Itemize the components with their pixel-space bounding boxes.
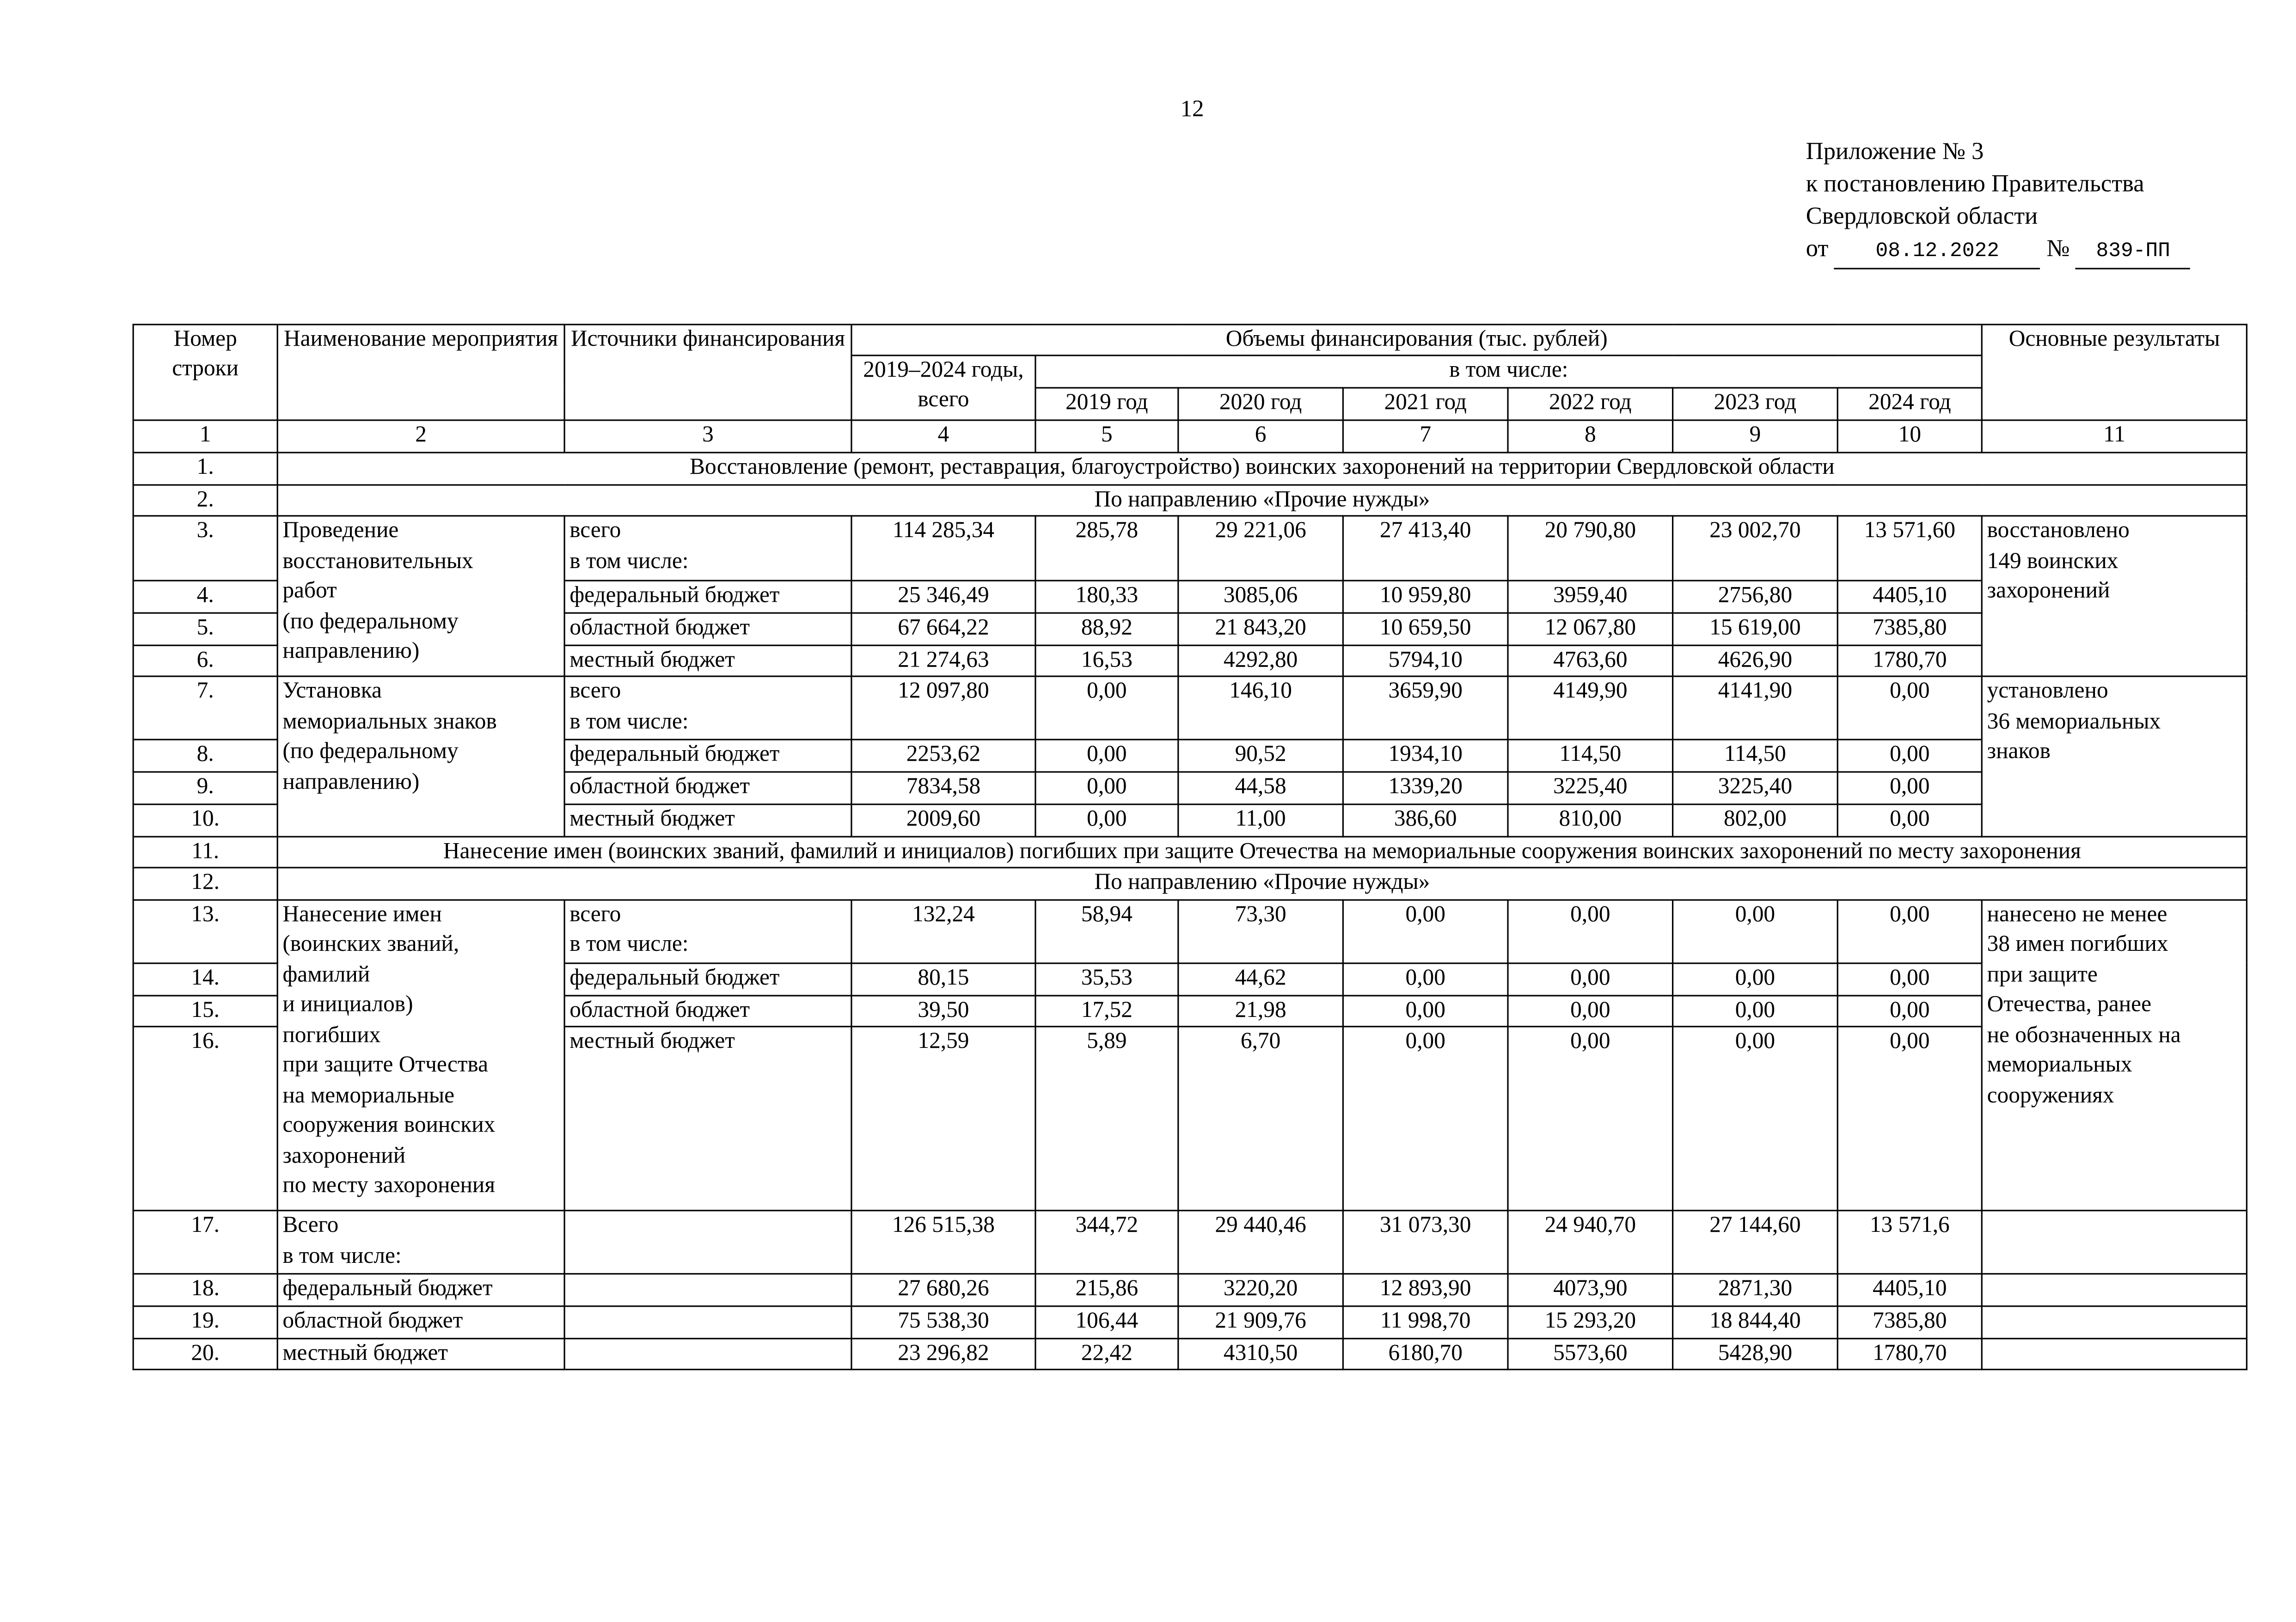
value-year: 4073,90: [1508, 1274, 1673, 1306]
value-year: 1780,70: [1837, 1338, 1982, 1370]
funding-source: [564, 1211, 851, 1274]
value-year: 7385,80: [1837, 613, 1982, 645]
value-year: 21 909,76: [1178, 1306, 1343, 1338]
value-year: 0,00: [1035, 804, 1178, 836]
table-row: [133, 453, 2247, 484]
main-result: нанесено не менее 38 имен погибших при защите Отечества, ранее не обозначенных на мемориальных сооружениях: [1982, 900, 2247, 1211]
value-total: 126 515,38: [851, 1211, 1035, 1274]
value-year: 0,00: [1343, 963, 1508, 995]
funding-source: федеральный бюджет: [564, 740, 851, 772]
value-year: 1934,10: [1343, 740, 1508, 772]
funding-source: областной бюджет: [564, 995, 851, 1027]
value-total: 12,59: [851, 1027, 1035, 1211]
column-numbers-row: [133, 420, 2247, 453]
column-number: 1: [133, 420, 277, 453]
value-year: 7385,80: [1837, 1306, 1982, 1338]
row-number: 14.: [133, 963, 277, 995]
header-total-period: 2019–2024 годы, всего: [851, 355, 1035, 420]
table-row: [133, 1274, 2247, 1306]
row-number: 12.: [133, 868, 277, 900]
value-year: 90,52: [1178, 740, 1343, 772]
value-year: 12 893,90: [1343, 1274, 1508, 1306]
value-year: 0,00: [1837, 995, 1982, 1027]
value-year: 27 413,40: [1343, 516, 1508, 581]
value-year: 215,86: [1035, 1274, 1178, 1306]
row-number: 20.: [133, 1338, 277, 1370]
value-year: 0,00: [1673, 1027, 1838, 1211]
value-year: 6,70: [1178, 1027, 1343, 1211]
header-year: 2024 год: [1837, 388, 1982, 420]
value-total: 67 664,22: [851, 613, 1035, 645]
value-year: 23 002,70: [1673, 516, 1838, 581]
value-year: 13 571,6: [1837, 1211, 1982, 1274]
value-year: 2871,30: [1673, 1274, 1838, 1306]
value-year: 15 619,00: [1673, 613, 1838, 645]
header-year: 2019 год: [1035, 388, 1178, 420]
value-year: 0,00: [1343, 995, 1508, 1027]
value-year: 4292,80: [1178, 645, 1343, 677]
value-year: 0,00: [1837, 963, 1982, 995]
table-row: [133, 836, 2247, 868]
header-year: 2020 год: [1178, 388, 1343, 420]
value-year: 386,60: [1343, 804, 1508, 836]
appendix-date-line: [1806, 233, 2191, 269]
value-year: 2756,80: [1673, 581, 1838, 613]
section-title: Нанесение имен (воинских званий, фамилий и инициалов) погибших при защите Отечества на мемориальные сооружения воинских захоронений по месту захоронения: [277, 836, 2247, 868]
table-row: [133, 900, 2247, 963]
table-row: [133, 1211, 2247, 1274]
value-year: 31 073,30: [1343, 1211, 1508, 1274]
value-year: 21,98: [1178, 995, 1343, 1027]
event-name: Проведение восстановительных работ (по федеральному направлению): [277, 516, 564, 677]
row-number: 2.: [133, 484, 277, 516]
column-number: 11: [1982, 420, 2247, 453]
funding-source: местный бюджет: [564, 804, 851, 836]
value-year: 802,00: [1673, 804, 1838, 836]
row-number: 5.: [133, 613, 277, 645]
value-year: 0,00: [1035, 772, 1178, 804]
value-year: 114,50: [1508, 740, 1673, 772]
column-number: 8: [1508, 420, 1673, 453]
value-year: 4310,50: [1178, 1338, 1343, 1370]
event-name: областной бюджет: [277, 1306, 564, 1338]
value-year: 11,00: [1178, 804, 1343, 836]
row-number: 17.: [133, 1211, 277, 1274]
funding-source: [564, 1306, 851, 1338]
header-event-name: Наименование мероприятия: [277, 324, 564, 420]
resolution-date: 08.12.2022: [1834, 235, 2040, 269]
value-total: 2253,62: [851, 740, 1035, 772]
row-number: 19.: [133, 1306, 277, 1338]
value-year: 24 940,70: [1508, 1211, 1673, 1274]
value-year: 3225,40: [1508, 772, 1673, 804]
main-result: [1982, 1338, 2247, 1370]
appendix-block: [1806, 135, 2191, 269]
row-number: 9.: [133, 772, 277, 804]
value-total: 27 680,26: [851, 1274, 1035, 1306]
header-results: Основные результаты: [1982, 324, 2247, 420]
value-year: 0,00: [1508, 1027, 1673, 1211]
value-year: 0,00: [1035, 677, 1178, 740]
value-year: 29 440,46: [1178, 1211, 1343, 1274]
row-number: 6.: [133, 645, 277, 677]
value-year: 146,10: [1178, 677, 1343, 740]
value-year: 88,92: [1035, 613, 1178, 645]
value-year: 0,00: [1837, 740, 1982, 772]
appendix-title: Приложение № 3: [1806, 137, 1984, 165]
main-result: восстановлено 149 воинских захоронений: [1982, 516, 2247, 677]
value-total: 25 346,49: [851, 581, 1035, 613]
section-title: По направлению «Прочие нужды»: [277, 484, 2247, 516]
column-number: 5: [1035, 420, 1178, 453]
value-year: 4141,90: [1673, 677, 1838, 740]
main-result: установлено 36 мемориальных знаков: [1982, 677, 2247, 836]
value-year: 58,94: [1035, 900, 1178, 963]
value-year: 12 067,80: [1508, 613, 1673, 645]
value-year: 5,89: [1035, 1027, 1178, 1211]
value-year: 11 998,70: [1343, 1306, 1508, 1338]
value-year: 0,00: [1673, 963, 1838, 995]
value-total: 75 538,30: [851, 1306, 1035, 1338]
funding-source: [564, 1338, 851, 1370]
column-number: 10: [1837, 420, 1982, 453]
value-year: 0,00: [1035, 740, 1178, 772]
value-year: 73,30: [1178, 900, 1343, 963]
value-year: 0,00: [1343, 900, 1508, 963]
value-year: 4405,10: [1837, 1274, 1982, 1306]
row-number: 16.: [133, 1027, 277, 1211]
column-number: 4: [851, 420, 1035, 453]
value-year: 3959,40: [1508, 581, 1673, 613]
value-year: 20 790,80: [1508, 516, 1673, 581]
funding-source: федеральный бюджет: [564, 963, 851, 995]
header-row-number: Номер строки: [133, 324, 277, 420]
funding-source: [564, 1274, 851, 1306]
value-year: 4405,10: [1837, 581, 1982, 613]
row-number: 4.: [133, 581, 277, 613]
row-number: 15.: [133, 995, 277, 1027]
event-name: Установка мемориальных знаков (по федеральному направлению): [277, 677, 564, 836]
section-title: По направлению «Прочие нужды»: [277, 868, 2247, 900]
value-year: 106,44: [1035, 1306, 1178, 1338]
event-name: Нанесение имен (воинских званий, фамилий и инициалов) погибших при защите Отчества на мемориальные сооружения воинских захоронений по месту захоронения: [277, 900, 564, 1211]
value-year: 0,00: [1508, 900, 1673, 963]
main-result: [1982, 1274, 2247, 1306]
value-year: 5794,10: [1343, 645, 1508, 677]
value-year: 180,33: [1035, 581, 1178, 613]
section-title: Восстановление (ремонт, реставрация, благоустройство) воинских захоронений на территории Свердловской области: [277, 453, 2247, 484]
value-total: 39,50: [851, 995, 1035, 1027]
funding-source: федеральный бюджет: [564, 581, 851, 613]
value-year: 1780,70: [1837, 645, 1982, 677]
appendix-resolution: к постановлению Правительства: [1806, 169, 2144, 197]
value-year: 44,62: [1178, 963, 1343, 995]
value-year: 3220,20: [1178, 1274, 1343, 1306]
value-year: 0,00: [1508, 963, 1673, 995]
header-volumes: Объемы финансирования (тыс. рублей): [851, 324, 1982, 355]
value-year: 0,00: [1343, 1027, 1508, 1211]
column-number: 9: [1673, 420, 1838, 453]
value-year: 1339,20: [1343, 772, 1508, 804]
value-year: 114,50: [1673, 740, 1838, 772]
value-year: 27 144,60: [1673, 1211, 1838, 1274]
row-number: 3.: [133, 516, 277, 581]
table-body: [133, 453, 2247, 1370]
table-row: [133, 516, 2247, 581]
value-year: 4763,60: [1508, 645, 1673, 677]
column-number: 7: [1343, 420, 1508, 453]
funding-source: местный бюджет: [564, 645, 851, 677]
main-result: [1982, 1211, 2247, 1274]
header-year: 2021 год: [1343, 388, 1508, 420]
row-number: 10.: [133, 804, 277, 836]
row-number: 18.: [133, 1274, 277, 1306]
value-year: 4149,90: [1508, 677, 1673, 740]
row-number: 8.: [133, 740, 277, 772]
value-year: 21 843,20: [1178, 613, 1343, 645]
value-year: 15 293,20: [1508, 1306, 1673, 1338]
value-total: 132,24: [851, 900, 1035, 963]
funding-source: областной бюджет: [564, 772, 851, 804]
value-year: 4626,90: [1673, 645, 1838, 677]
event-name: Всего в том числе:: [277, 1211, 564, 1274]
table-row: [133, 1306, 2247, 1338]
value-year: 0,00: [1837, 900, 1982, 963]
header-year: 2022 год: [1508, 388, 1673, 420]
row-number: 11.: [133, 836, 277, 868]
table-row: [133, 868, 2247, 900]
value-year: 0,00: [1673, 900, 1838, 963]
row-number: 7.: [133, 677, 277, 740]
financing-table: [133, 324, 2248, 1371]
funding-source: всего в том числе:: [564, 516, 851, 581]
value-year: 0,00: [1837, 1027, 1982, 1211]
column-number: 3: [564, 420, 851, 453]
value-year: 44,58: [1178, 772, 1343, 804]
value-total: 21 274,63: [851, 645, 1035, 677]
event-name: местный бюджет: [277, 1338, 564, 1370]
value-year: 0,00: [1837, 677, 1982, 740]
value-year: 0,00: [1837, 772, 1982, 804]
funding-source: всего в том числе:: [564, 900, 851, 963]
value-year: 810,00: [1508, 804, 1673, 836]
value-year: 5428,90: [1673, 1338, 1838, 1370]
value-year: 5573,60: [1508, 1338, 1673, 1370]
value-total: 80,15: [851, 963, 1035, 995]
value-year: 3659,90: [1343, 677, 1508, 740]
table-row: [133, 1338, 2247, 1370]
resolution-number: 839-ПП: [2076, 235, 2191, 269]
row-number: 13.: [133, 900, 277, 963]
value-year: 17,52: [1035, 995, 1178, 1027]
value-year: 29 221,06: [1178, 516, 1343, 581]
table-row: [133, 677, 2247, 740]
table-row: [133, 484, 2247, 516]
funding-source: областной бюджет: [564, 613, 851, 645]
column-number: 2: [277, 420, 564, 453]
value-year: 35,53: [1035, 963, 1178, 995]
value-total: 12 097,80: [851, 677, 1035, 740]
value-year: 3225,40: [1673, 772, 1838, 804]
value-year: 285,78: [1035, 516, 1178, 581]
number-label: №: [2046, 234, 2070, 262]
value-total: 7834,58: [851, 772, 1035, 804]
row-number: 1.: [133, 453, 277, 484]
main-result: [1982, 1306, 2247, 1338]
value-year: 16,53: [1035, 645, 1178, 677]
value-year: 22,42: [1035, 1338, 1178, 1370]
value-total: 114 285,34: [851, 516, 1035, 581]
header-sources: Источники финансирования: [564, 324, 851, 420]
value-year: 0,00: [1837, 804, 1982, 836]
value-total: 23 296,82: [851, 1338, 1035, 1370]
value-total: 2009,60: [851, 804, 1035, 836]
header-including: в том числе:: [1035, 355, 1982, 388]
column-number: 6: [1178, 420, 1343, 453]
appendix-region: Свердловской области: [1806, 202, 2038, 230]
funding-source: местный бюджет: [564, 1027, 851, 1211]
value-year: 0,00: [1508, 995, 1673, 1027]
value-year: 0,00: [1673, 995, 1838, 1027]
from-label: от: [1806, 234, 1829, 262]
value-year: 10 959,80: [1343, 581, 1508, 613]
value-year: 18 844,40: [1673, 1306, 1838, 1338]
value-year: 6180,70: [1343, 1338, 1508, 1370]
page-number: 12: [1180, 97, 1204, 122]
value-year: 13 571,60: [1837, 516, 1982, 581]
funding-source: всего в том числе:: [564, 677, 851, 740]
value-year: 3085,06: [1178, 581, 1343, 613]
header-year: 2023 год: [1673, 388, 1838, 420]
event-name: федеральный бюджет: [277, 1274, 564, 1306]
value-year: 10 659,50: [1343, 613, 1508, 645]
value-year: 344,72: [1035, 1211, 1178, 1274]
